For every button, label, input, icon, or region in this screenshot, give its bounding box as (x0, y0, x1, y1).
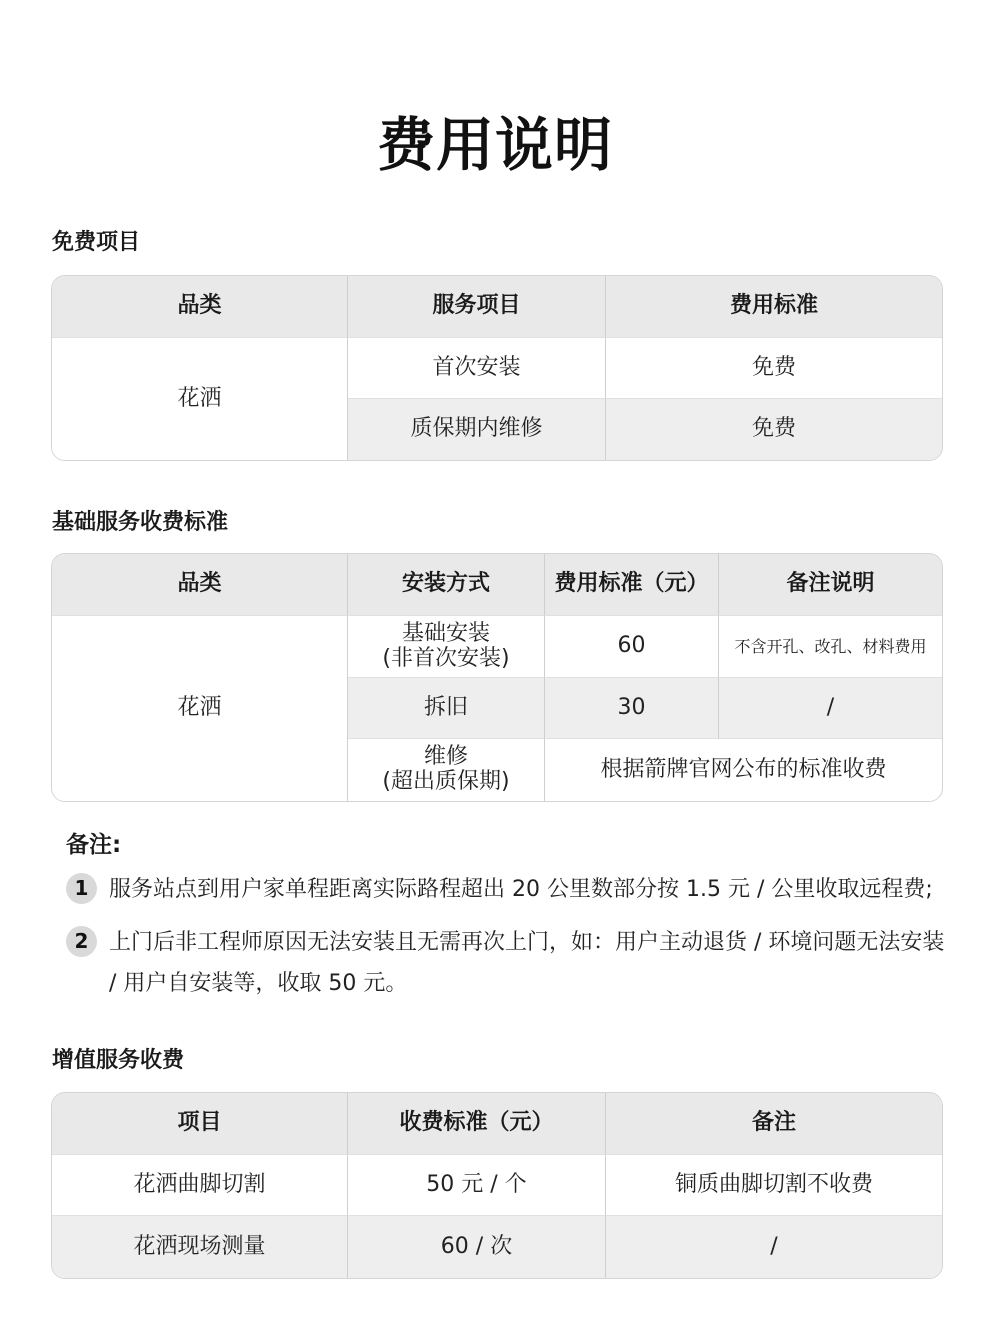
category-cell: 花洒 (52, 338, 348, 460)
fee-cell: 50 元 / 个 (348, 1155, 606, 1216)
header-fee: 收费标准（元） (348, 1093, 606, 1155)
method-cell: 拆旧 (348, 678, 545, 739)
method-cell: 维修 (超出质保期) (348, 739, 545, 801)
header-fee: 费用标准（元） (545, 554, 719, 616)
section-title-value-added: 增值服务收费 (52, 1048, 185, 1073)
service-cell: 质保期内维修 (348, 399, 606, 460)
free-items-table (51, 275, 943, 461)
header-remark: 备注 (606, 1093, 942, 1155)
method-cell: 基础安装 (非首次安装) (348, 616, 545, 678)
fee-cell: 30 (545, 678, 719, 739)
notes-title: 备注: (66, 832, 122, 858)
header-method: 安装方式 (348, 554, 545, 616)
remark-cell: / (719, 678, 942, 739)
item-cell: 花洒现场测量 (52, 1216, 348, 1278)
note-item (66, 869, 946, 910)
header-remark: 备注说明 (719, 554, 942, 616)
remark-cell: / (606, 1216, 942, 1278)
fee-cell: 60 (545, 616, 719, 678)
fee-cell: 免费 (606, 399, 942, 460)
fee-cell: 免费 (606, 338, 942, 399)
table-row (52, 1216, 942, 1278)
header-service: 服务项目 (348, 276, 606, 338)
note-text: 服务站点到用户家单程距离实际路程超出 20 公里数部分按 1.5 元 / 公里收取远程费; (109, 877, 933, 902)
note-number-badge: 1 (66, 873, 97, 904)
note-item (66, 922, 946, 1004)
section-title-free: 免费项目 (52, 230, 141, 255)
table-row (52, 616, 942, 678)
header-category: 品类 (52, 554, 348, 616)
table-header-row (52, 1093, 942, 1155)
page-title: 费用说明 (376, 111, 613, 179)
table-header-row (52, 276, 942, 338)
header-category: 品类 (52, 276, 348, 338)
table-header-row (52, 554, 942, 616)
value-added-table (51, 1092, 943, 1279)
service-cell: 首次安装 (348, 338, 606, 399)
table-row (52, 1155, 942, 1216)
fee-remark-cell: 根据箭牌官网公布的标准收费 (600, 756, 887, 782)
basic-fees-table (51, 553, 943, 802)
remark-cell: 铜质曲脚切割不收费 (606, 1155, 942, 1216)
category-cell: 花洒 (52, 616, 348, 801)
table-row (52, 338, 942, 399)
item-cell: 花洒曲脚切割 (52, 1155, 348, 1216)
header-item: 项目 (52, 1093, 348, 1155)
note-number-badge: 2 (66, 926, 97, 957)
remark-cell: 不含开孔、改孔、材料费用 (719, 616, 942, 678)
note-text: 上门后非工程师原因无法安装且无需再次上门，如：用户主动退货 / 环境问题无法安装 / 用户自安装等，收取 50 元。 (109, 930, 945, 996)
header-fee: 费用标准 (606, 276, 942, 338)
fee-cell: 60 / 次 (348, 1216, 606, 1278)
section-title-basic: 基础服务收费标准 (52, 510, 229, 535)
